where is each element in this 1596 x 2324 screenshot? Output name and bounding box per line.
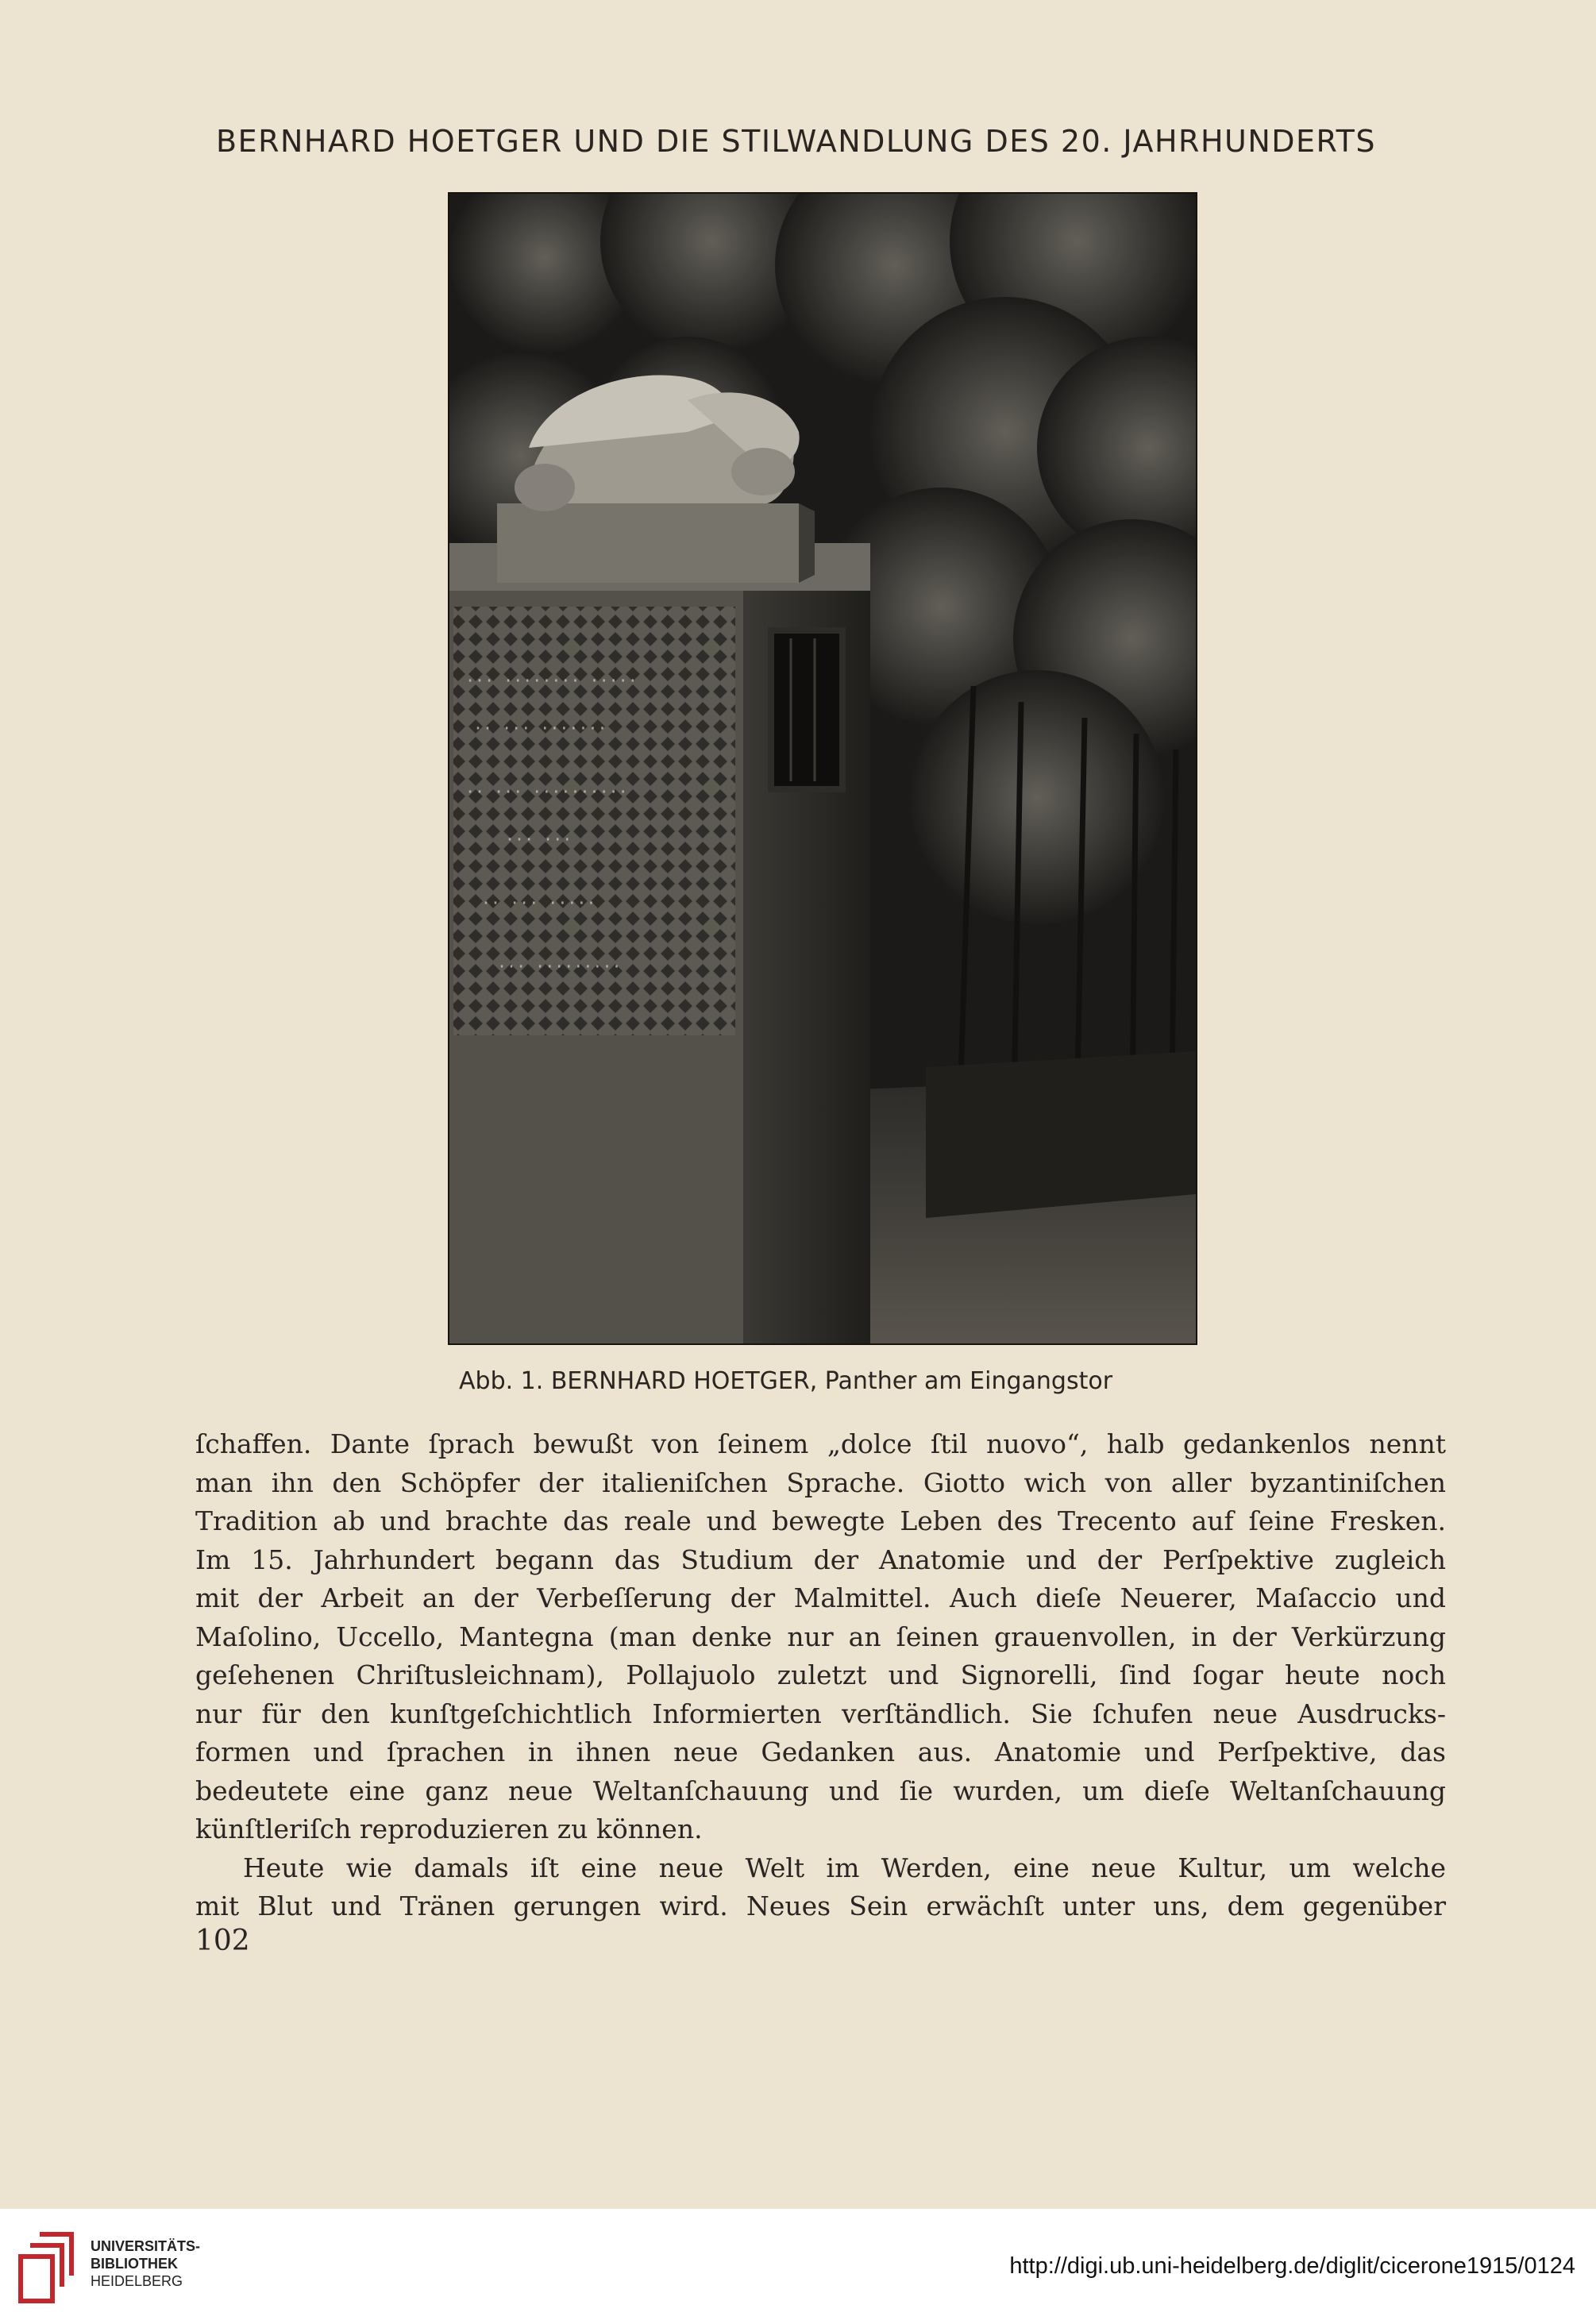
library-name-line: UNIVERSITÄTS- (91, 2238, 201, 2254)
svg-text:··· ·········: ··· ········· (497, 957, 622, 976)
body-line: mit der Arbeit an der Verbeſſerung der Malmittel. Auch dieſe Neuerer, Maſaccio und (195, 1582, 1446, 1613)
svg-text:··· ···: ··· ··· (505, 830, 572, 849)
body-line: geſehenen Chriſtusleichnam), Pollajuolo zuletzt und Signorelli, ſind ſogar heute noch (195, 1659, 1446, 1690)
svg-text:··· ········ ·····: ··· ········ ····· (465, 671, 638, 690)
running-title: BERNHARD HOETGER UND DIE STILWANDLUNG DES 20. JAHRHUNDERTS (216, 124, 1376, 159)
figure-caption: Abb. 1. BERNHARD HOETGER, Panther am Eingangstor (459, 1367, 1113, 1395)
body-line: Im 15. Jahrhundert begann das Studium der Anatomie und der Perſpektive zugleich (195, 1544, 1446, 1575)
svg-text:·· ··· ··········: ·· ··· ·········· (465, 782, 628, 801)
body-line: mit Blut und Tränen gerungen wird. Neues Sein erwächſt unter uns, dem gegenüber (195, 1890, 1446, 1921)
footer-bar (0, 2209, 1596, 2324)
page-number: 102 (195, 1925, 250, 1957)
body-line: man ihn den Schöpfer der italieniſchen Sprache. Giotto wich von aller byzantiniſchen (195, 1466, 1446, 1498)
body-line: Heute wie damals iſt eine neue Welt im Werden, eine neue Kultur, um welche (243, 1852, 1446, 1883)
svg-text:·· ··· ·······: ·· ··· ······· (473, 719, 607, 738)
body-line: nur für den kunſtgeſchichtlich Informierten verſtändlich. Sie ſchufen neue Ausdrucks- (195, 1698, 1446, 1729)
library-logo-icon (16, 2228, 79, 2307)
permalink-url[interactable]: http://digi.ub.uni-heidelberg.de/diglit/cicerone1915/0124 (1009, 2253, 1575, 2279)
svg-text:·· ··· ·····: ·· ··· ····· (481, 893, 596, 912)
body-text (195, 1425, 1446, 1926)
figure-photo (449, 194, 1196, 1343)
body-line: formen und ſprachen in ihnen neue Gedanken aus. Anatomie und Perſpektive, das (195, 1736, 1446, 1767)
body-line: Tradition ab und brachte das reale und bewegte Leben des Trecento auf ſeine Fresken. (195, 1505, 1446, 1536)
library-name-line: BIBLIOTHEK (91, 2256, 178, 2272)
body-line: künſtleriſch reproduzieren zu können. (195, 1813, 703, 1844)
body-line: bedeutete eine ganz neue Weltanſchauung und ſie wurden, um dieſe Weltanſchauung (195, 1775, 1446, 1806)
library-name (91, 2237, 200, 2290)
panther-monument-photo (449, 194, 1196, 1343)
library-name-line: HEIDELBERG (91, 2273, 183, 2289)
body-line: ſchaffen. Dante ſprach bewußt von ſeinem „dolce ſtil nuovo“, halb gedankenlos nennt (195, 1428, 1446, 1459)
body-line: Maſolino, Uccello, Mantegna (man denke nur an ſeinen grauenvollen, in der Verkürzung (195, 1621, 1446, 1652)
